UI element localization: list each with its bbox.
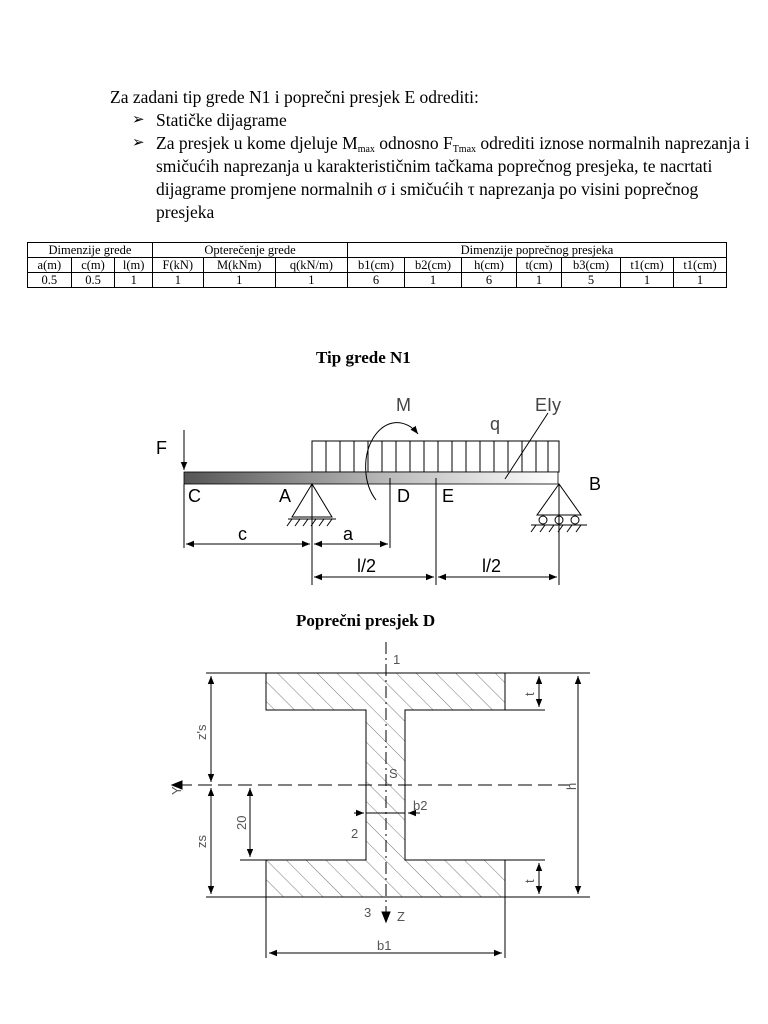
column-header: t1(cm) — [674, 258, 727, 273]
group-header: Opterečenje grede — [153, 243, 348, 258]
arrow-bullet-icon: ➢ — [132, 112, 145, 128]
label-point-3: 3 — [364, 905, 372, 920]
column-header: b2(cm) — [405, 258, 462, 273]
distributed-load — [312, 441, 559, 472]
beam-labels — [156, 395, 601, 576]
label-C: C — [188, 486, 201, 506]
label-h: h — [564, 782, 579, 790]
label-t-top: t — [522, 692, 537, 696]
label-D: D — [397, 486, 410, 506]
table-cell: 1 — [203, 273, 275, 288]
column-header: q(kN/m) — [275, 258, 347, 273]
label-S: S — [389, 766, 398, 781]
column-header: c(m) — [71, 258, 115, 273]
table-cell: 6 — [462, 273, 517, 288]
label-zs-bottom: zs — [194, 835, 209, 848]
column-header: b3(cm) — [562, 258, 621, 273]
section-title: Poprečni presjek D — [296, 611, 436, 630]
column-header: M(kNm) — [203, 258, 275, 273]
table-cell: 1 — [275, 273, 347, 288]
label-l2-right: l/2 — [482, 556, 502, 576]
beam-diagram — [184, 413, 587, 585]
label-B: B — [589, 474, 602, 494]
column-header: a(m) — [28, 258, 72, 273]
label-b2: b2 — [413, 798, 428, 813]
label-A: A — [279, 486, 292, 506]
label-q: q — [490, 414, 501, 434]
column-header: t(cm) — [517, 258, 562, 273]
label-E: E — [442, 486, 455, 506]
task-item: ➢ Statičke dijagrame — [132, 110, 287, 130]
label-c: c — [238, 524, 247, 544]
table-cell: 1 — [517, 273, 562, 288]
label-z-axis: Z — [397, 909, 405, 924]
group-header: Dimenzije grede — [28, 243, 153, 258]
table-cell: 6 — [348, 273, 405, 288]
label-b1: b1 — [377, 938, 392, 953]
arrow-bullet-icon: ➢ — [132, 135, 145, 151]
intro-line: Za zadani tip grede N1 i poprečni presjek E odrediti: — [110, 87, 479, 107]
label-M: M — [396, 395, 411, 415]
column-header: b1(cm) — [348, 258, 405, 273]
label-point-1: 1 — [393, 652, 401, 667]
table-cell: 1 — [405, 273, 462, 288]
label-EIy: EIy — [535, 395, 562, 415]
label-F: F — [156, 438, 167, 458]
column-header: l(m) — [115, 258, 153, 273]
table-cell: 1 — [621, 273, 674, 288]
table-cell: 0.5 — [28, 273, 72, 288]
column-header: F(kN) — [153, 258, 204, 273]
beam-title: Tip grede N1 — [316, 348, 411, 367]
label-point-2: 2 — [351, 826, 359, 841]
label-l2-left: l/2 — [357, 556, 377, 576]
beam-bar — [184, 472, 558, 484]
label-zs-top: z's — [194, 724, 209, 740]
label-y-axis: Y — [169, 786, 184, 795]
label-dim-20: 20 — [234, 815, 249, 830]
column-header: h(cm) — [462, 258, 517, 273]
task-item: ➢ Za presjek u kome djeluje $M_{max}$ odnosno $F_{Tmax}$ odrediti iznose normalnih naprezanja i smičućih naprezanja u karakterističnim tačkama poprečnog presjeka, te nacrtati dijagrame promjene normalnih σ i smičućih τ naprezanja po visini poprečnog presjeka — [132, 133, 750, 222]
table-cell: 1 — [674, 273, 727, 288]
table-cell: 1 — [115, 273, 153, 288]
label-a: a — [343, 524, 354, 544]
table-cell: 5 — [562, 273, 621, 288]
cross-section — [172, 642, 590, 958]
column-header: t1(cm) — [621, 258, 674, 273]
label-t-bottom: t — [522, 879, 537, 883]
table-cell: 0.5 — [71, 273, 115, 288]
eiy-leader — [505, 413, 548, 479]
group-header: Dimenzije poprečnog presjeka — [348, 243, 727, 258]
table-cell: 1 — [153, 273, 204, 288]
